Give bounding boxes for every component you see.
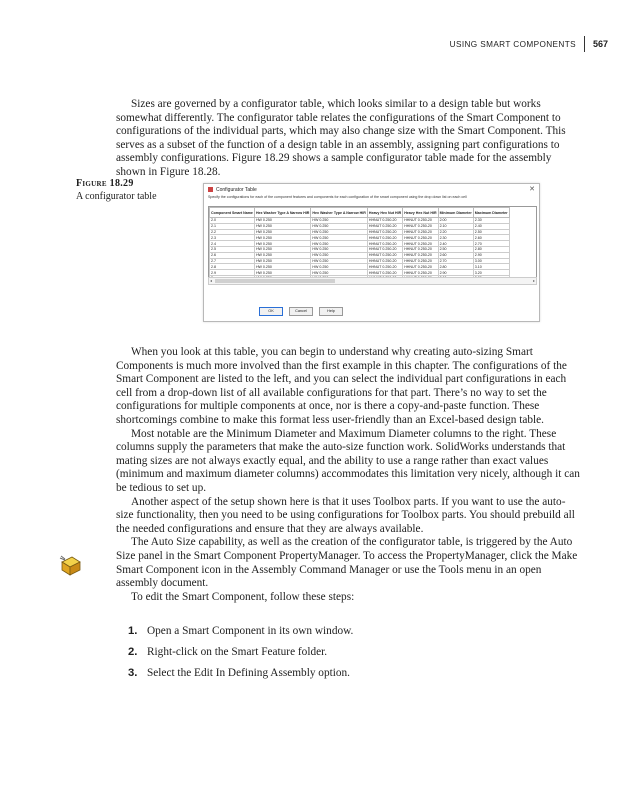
step-number: 1. [128,625,138,637]
dialog-instruction: Specify the configurations for each of the component features and components for each configuration of the smart component using the drop down list on each cell [208,195,467,199]
horizontal-scrollbar[interactable] [208,277,537,285]
table-cell[interactable]: HW 0.250 [311,241,367,247]
table-header: Hex Washer Type A Narrow HIR [254,208,310,218]
table-cell[interactable]: HHNUT 0.250-20 [367,246,402,252]
table-cell[interactable]: 2.30 [473,218,509,224]
table-cell[interactable]: HW 0.250 [311,252,367,258]
paragraph: The Auto Size capability, as well as the creation of the configurator table, is triggered by the Auto Size panel in the Smart Component PropertyManager. To access the PropertyManager, click the Make Smart Component icon in the Assembly Command Manager or use the Tools menu in an open assembly document. [116,536,578,590]
paragraph: When you look at this table, you can begin to understand why creating auto-sizing Smart Components is much more involved than the first example in this chapter. The configurations of the Smart Component are listed to the left, and you can select the individual part configurations in each cell from a drop-down list of all available configurations for that part. There’s no way to set the configurations for multiple components at once, nor is there a copy-and-paste function. These shortcomings combine to make this format less user-friendly than an Excel-based design table. [116,346,567,426]
table-cell[interactable]: 2.30 [438,235,473,241]
smart-component-icon [58,554,82,576]
table-cell[interactable]: 2.80 [473,246,509,252]
body-text [116,346,581,604]
table-cell[interactable]: HW 0.250 [311,264,367,270]
paragraph: To edit the Smart Component, follow these steps: [131,590,355,603]
table-header: Component Smart Name [210,208,255,218]
table-header: Hex Washer Type A Narrow HIR [311,208,367,218]
step-text: Right-click on the Smart Feature folder. [147,646,328,659]
ok-button[interactable]: OK [259,307,283,316]
table-cell[interactable]: 2.3 [210,235,255,241]
table-cell[interactable]: HHNUT 0.250-20 [403,246,438,252]
table-cell[interactable]: 2.90 [473,252,509,258]
table-cell[interactable]: 2.80 [438,264,473,270]
table-cell[interactable]: 2.50 [438,246,473,252]
table-cell[interactable]: 2.60 [438,252,473,258]
table-cell[interactable]: HW 0.250 [311,246,367,252]
table-cell[interactable]: HW 0.250 [311,218,367,224]
scroll-right-icon[interactable]: ▸ [532,278,535,283]
table-cell[interactable]: HHNUT 0.250-20 [367,229,402,235]
scrollbar-thumb[interactable] [215,279,335,283]
table-cell[interactable]: 2.70 [473,241,509,247]
table-cell[interactable]: 2.4 [210,241,255,247]
table-cell[interactable]: 2.9 [210,270,255,276]
figure-caption [76,178,186,202]
table-cell[interactable]: 2.8 [210,264,255,270]
table-cell[interactable]: HW 0.250 [254,264,310,270]
table-cell[interactable]: HHNUT 0.250-20 [403,229,438,235]
list-item [128,667,568,681]
table-cell[interactable]: HHNUT 0.250-20 [403,223,438,229]
table-cell[interactable]: HW 0.250 [254,241,310,247]
paragraph: Another aspect of the setup shown here is that it uses Toolbox parts. If you want to use the auto-size functionality, then you need to be using configurations for Toolbox parts. You should prebuild all the needed configurations and ensure that they are always available. [116,495,575,535]
table-cell[interactable]: 3.10 [473,264,509,270]
table-cell[interactable]: 2.0 [210,218,255,224]
help-button[interactable]: Help [319,307,343,316]
table-cell[interactable]: HW 0.250 [254,235,310,241]
table-cell[interactable]: HHNUT 0.250-20 [367,241,402,247]
table-cell[interactable]: HW 0.250 [311,270,367,276]
table-cell[interactable]: 2.10 [438,223,473,229]
table-cell[interactable]: HHNUT 0.250-20 [403,218,438,224]
figure-label: Figure 18.29 [76,178,134,189]
table-cell[interactable]: 2.40 [473,223,509,229]
table-cell[interactable]: HHNUT 0.250-20 [403,264,438,270]
table-header: Heavy Hex Nut HIR [403,208,438,218]
table-cell[interactable]: 2.00 [438,218,473,224]
table-cell[interactable]: HHNUT 0.250-20 [403,258,438,264]
table-cell[interactable]: HW 0.250 [311,235,367,241]
table-cell[interactable]: 2.5 [210,246,255,252]
step-number: 3. [128,667,138,680]
table-cell[interactable]: HHNUT 0.250-20 [403,252,438,258]
table-cell[interactable]: 2.2 [210,229,255,235]
table-cell[interactable]: 2.7 [210,258,255,264]
page-number: 567 [592,39,608,49]
table-cell[interactable]: HW 0.250 [254,258,310,264]
paragraph: Most notable are the Minimum Diameter and Maximum Diameter columns to the right. These columns supply the parameters that make the auto-size function work. SolidWorks understands that mating sizes are not always exactly equal, and the ability to use a range rather than exact values (minimum and maximum diameter columns) accommodates this limitation very nicely, although it can be tedious to set up. [116,427,580,494]
table-header: Maximum Diameter [473,208,509,218]
table-cell[interactable]: 3.20 [473,270,509,276]
table-cell[interactable]: HHNUT 0.250-20 [403,235,438,241]
table-cell[interactable]: HHNUT 0.250-20 [367,264,402,270]
table-cell[interactable]: HW 0.250 [254,252,310,258]
table-cell[interactable]: 2.40 [438,241,473,247]
configurator-grid[interactable] [208,206,537,278]
table-cell[interactable]: HW 0.250 [311,258,367,264]
dialog-buttons [259,307,343,316]
configurator-table [209,207,510,282]
table-cell[interactable]: HW 0.250 [311,223,367,229]
section-title: USING SMART COMPONENTS [449,39,576,49]
close-icon[interactable]: ✕ [529,186,535,193]
table-cell[interactable]: HHNUT 0.250-20 [367,218,402,224]
table-cell[interactable]: HW 0.250 [254,218,310,224]
table-cell[interactable]: 2.20 [438,229,473,235]
cancel-button[interactable]: Cancel [289,307,313,316]
table-header: Heavy Hex Nut HIR [367,208,402,218]
step-text: Open a Smart Component in its own window. [147,625,354,637]
table-cell[interactable]: 2.50 [473,229,509,235]
table-cell[interactable]: HHNUT 0.250-20 [367,235,402,241]
table-cell[interactable]: 2.6 [210,252,255,258]
intro-paragraph: Sizes are governed by a configurator table, which looks similar to a design table but works somewhat differently. The configurator table relates the configurations of the Smart Component to configurations of the individual parts, which may also change size with the Smart Component. This serves as a subset of the function of a design table in an assembly, assigning part configurations to assembly configurations. Figure 18.29 shows a sample configurator table made for the assembly shown in Figure 18.28. [116,98,566,178]
running-header [450,36,608,52]
table-cell[interactable]: 3.00 [473,258,509,264]
table-cell[interactable]: HHNUT 0.250-20 [367,270,402,276]
table-cell[interactable]: HW 0.250 [254,223,310,229]
table-cell[interactable]: HHNUT 0.250-20 [403,270,438,276]
table-cell[interactable]: 2.70 [438,258,473,264]
step-number: 2. [128,646,138,659]
solidworks-icon [208,187,213,192]
table-header: Minimum Diameter [438,208,473,218]
table-cell[interactable]: HW 0.250 [311,229,367,235]
list-item [128,625,568,639]
table-cell[interactable]: HW 0.250 [254,270,310,276]
header-divider [584,36,585,52]
table-cell[interactable]: HW 0.250 [254,246,310,252]
table-cell[interactable]: HW 0.250 [254,229,310,235]
dialog-titlebar [204,184,539,195]
table-cell[interactable]: HHNUT 0.250-20 [367,252,402,258]
scroll-left-icon[interactable]: ◂ [210,278,213,283]
configurator-table-dialog [203,183,540,322]
list-item [128,646,568,660]
steps-list [128,625,568,688]
step-text: Select the Edit In Defining Assembly option. [147,667,351,680]
table-cell[interactable]: HHNUT 0.250-20 [367,223,402,229]
table-cell[interactable]: HHNUT 0.250-20 [367,258,402,264]
dialog-title: Configurator Table [216,186,257,193]
table-cell[interactable]: 2.90 [438,270,473,276]
figure-caption-text: A configurator table [76,191,157,202]
table-cell[interactable]: 2.60 [473,235,509,241]
table-cell[interactable]: HHNUT 0.250-20 [403,241,438,247]
table-cell[interactable]: 2.1 [210,223,255,229]
